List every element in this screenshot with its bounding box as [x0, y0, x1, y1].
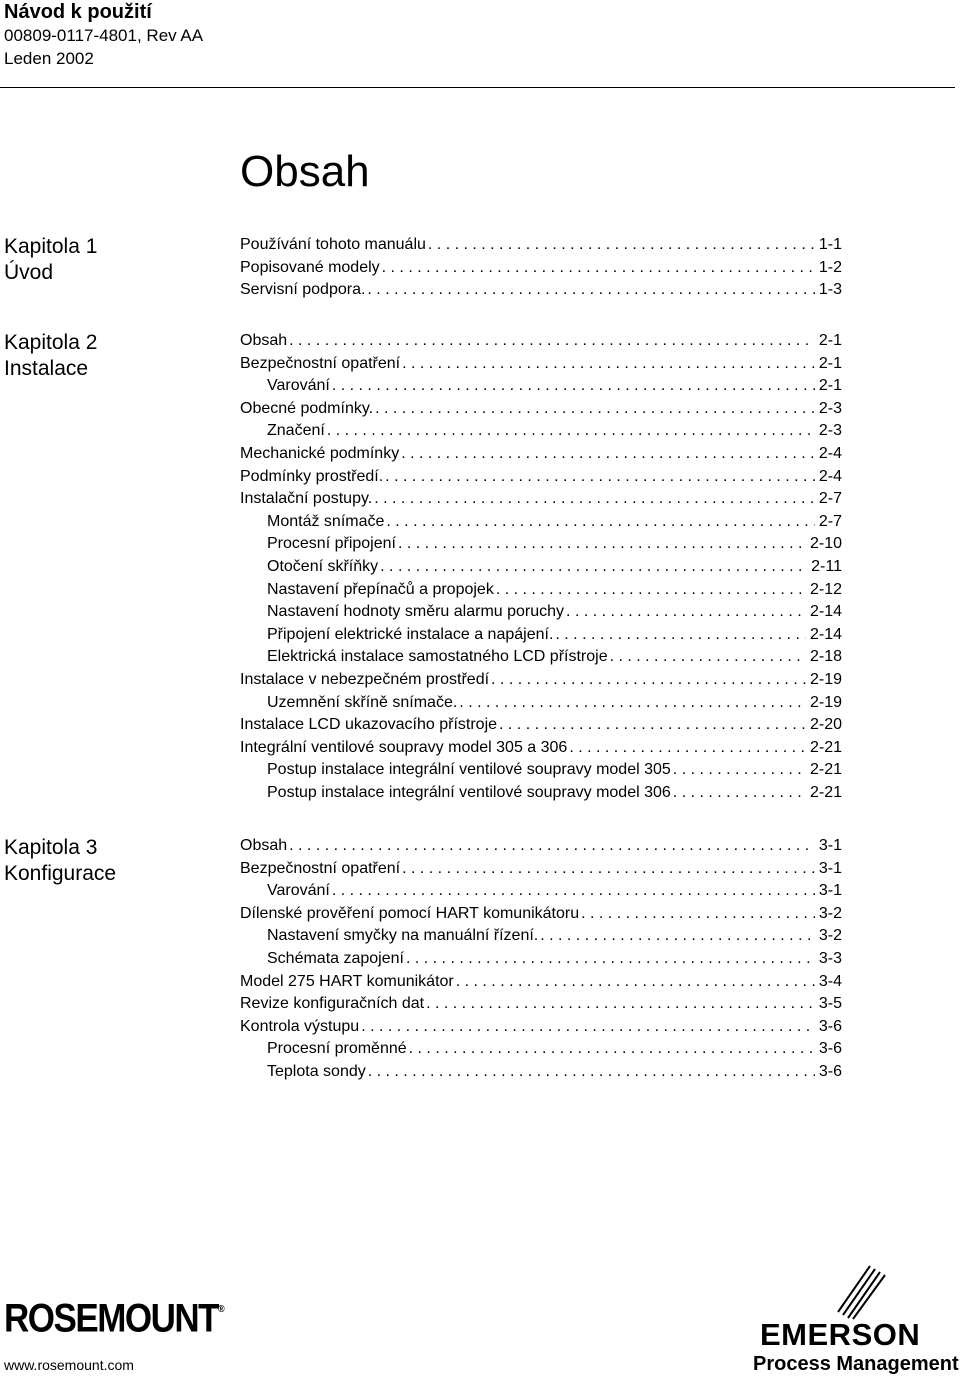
dot-leader: [566, 601, 806, 624]
toc-entry-page: 2-7: [818, 490, 842, 508]
toc-entry[interactable]: [240, 993, 842, 1016]
toc-entry-title: Nastavení smyčky na manuální řízení.: [267, 927, 539, 945]
dot-leader: [332, 375, 815, 398]
toc-entry-title: Instalace v nebezpečném prostředí: [240, 670, 490, 688]
chapter-label: [4, 234, 97, 286]
toc-entry-title: Schémata zapojení: [267, 949, 404, 967]
header-divider: [0, 87, 955, 88]
toc-entry[interactable]: [240, 759, 842, 782]
registered-mark: ®: [218, 1302, 225, 1315]
dot-leader: [426, 993, 815, 1016]
toc-entry-page: 2-21: [809, 783, 842, 801]
toc-entry-title: Kontrola výstupu: [240, 1017, 360, 1035]
toc-list: [240, 234, 842, 302]
toc-entry[interactable]: [240, 234, 842, 257]
toc-entry-page: 2-19: [809, 693, 842, 711]
dot-leader: [673, 759, 806, 782]
emerson-tagline: Process Management: [753, 1353, 959, 1375]
dot-leader: [380, 556, 807, 579]
toc-entry[interactable]: [240, 971, 842, 994]
toc-entry-page: 2-3: [818, 399, 842, 417]
toc-entry-title: Značení: [267, 422, 325, 440]
chapter-name: Instalace: [4, 357, 89, 380]
toc-entry-page: 2-1: [818, 332, 842, 349]
toc-entry-title: Elektrická instalace samostatného LCD přístroje: [267, 648, 608, 666]
dot-leader: [569, 737, 806, 760]
toc-entry-page: 2-18: [809, 648, 842, 666]
toc-entry[interactable]: [240, 279, 842, 302]
dot-leader: [456, 971, 815, 994]
dot-leader: [496, 579, 806, 602]
chapter-name: Úvod: [4, 261, 54, 284]
toc-entry-page: 2-10: [809, 535, 842, 553]
dot-leader: [385, 466, 815, 489]
toc-list: [240, 330, 842, 804]
toc-entry-title: Varování: [267, 377, 330, 395]
dot-leader: [406, 948, 815, 971]
dot-leader: [374, 488, 815, 511]
toc-entry-title: Obecné podmínky.: [240, 399, 374, 417]
toc-entry[interactable]: [240, 466, 842, 489]
dot-leader: [555, 624, 806, 647]
toc-entry[interactable]: [240, 1016, 842, 1039]
dot-leader: [398, 533, 806, 556]
toc-entry[interactable]: [240, 880, 842, 903]
toc-entry[interactable]: [240, 1038, 842, 1061]
toc-entry-page: 1-2: [818, 258, 842, 276]
toc-entry-page: 2-11: [811, 557, 842, 575]
chapter-label: [4, 330, 97, 382]
rosemount-logo-text: ROSEMOUNT: [4, 1296, 218, 1341]
dot-leader: [673, 782, 806, 805]
dot-leader: [491, 669, 806, 692]
toc-entry-page: 2-4: [818, 467, 842, 485]
chapter-number: Kapitola 1: [4, 235, 98, 258]
toc-entry[interactable]: [240, 398, 842, 421]
toc-entry-title: Teplota sondy: [267, 1062, 366, 1080]
chapter-name: Konfigurace: [4, 862, 117, 885]
toc-entry-title: Nastavení přepínačů a propojek: [267, 580, 494, 598]
chapter-number: Kapitola 3: [4, 836, 98, 859]
toc-entry-page: 3-1: [818, 837, 842, 854]
toc-entry-page: 3-4: [818, 972, 842, 990]
toc-entry-page: 3-1: [818, 859, 842, 877]
toc-entry-title: Procesní proměnné: [267, 1040, 407, 1058]
dot-leader: [361, 1016, 815, 1039]
emerson-diagonal-mark-icon: [830, 1262, 890, 1320]
toc-entry-page: 2-3: [818, 422, 842, 440]
dot-leader: [386, 511, 814, 534]
toc-entry[interactable]: [240, 533, 842, 556]
document-title: Návod k použití: [4, 1, 152, 23]
dot-leader: [375, 398, 815, 421]
toc-entry-page: 2-14: [809, 603, 842, 621]
toc-entry-title: Obsah: [240, 332, 288, 349]
chapter-label: [4, 835, 116, 887]
emerson-logo-text: EMERSON: [760, 1317, 921, 1352]
dot-leader: [581, 903, 815, 926]
toc-entry[interactable]: [240, 330, 842, 353]
dot-leader: [401, 443, 815, 466]
toc-entry[interactable]: [240, 948, 842, 971]
toc-entry-page: 2-1: [818, 354, 842, 372]
document-number: 00809-0117-4801, Rev AA: [4, 26, 204, 45]
toc-entry-page: 3-2: [818, 927, 842, 945]
toc-entry-page: 2-7: [818, 512, 842, 530]
dot-leader: [367, 279, 814, 302]
toc-entry-title: Popisované modely: [240, 258, 380, 276]
toc-entry-page: 3-5: [818, 995, 842, 1013]
toc-entry-page: 2-19: [809, 670, 842, 688]
toc-entry[interactable]: [240, 669, 842, 692]
toc-entry[interactable]: [240, 556, 842, 579]
toc-entry-page: 3-1: [818, 882, 842, 900]
toc-entry[interactable]: [240, 737, 842, 760]
toc-entry-title: Bezpečnostní opatření: [240, 354, 401, 372]
toc-entry-title: Otočení skříňky: [267, 557, 379, 575]
toc-entry[interactable]: [240, 903, 842, 926]
toc-entry[interactable]: [240, 782, 842, 805]
toc-entry-title: Obsah: [240, 837, 288, 854]
toc-entry-page: 1-1: [818, 236, 842, 253]
toc-entry-title: Postup instalace integrální ventilové soupravy model 305: [267, 761, 671, 779]
document-header: [4, 0, 203, 70]
dot-leader: [402, 353, 815, 376]
dot-leader: [428, 234, 815, 257]
toc-list: [240, 835, 842, 1084]
toc-entry[interactable]: [240, 443, 842, 466]
toc-entry[interactable]: [240, 835, 842, 858]
toc-entry-title: Postup instalace integrální ventilové soupravy model 306: [267, 783, 671, 801]
dot-leader: [459, 692, 806, 715]
toc-entry-page: 3-6: [818, 1017, 842, 1035]
rosemount-url[interactable]: www.rosemount.com: [4, 1357, 134, 1373]
toc-entry-page: 3-3: [818, 949, 842, 967]
toc-entry[interactable]: [240, 511, 842, 534]
toc-entry[interactable]: [240, 375, 842, 398]
toc-entry-page: 2-1: [818, 377, 842, 395]
toc-entry-title: Revize konfiguračních dat: [240, 995, 425, 1013]
dot-leader: [409, 1038, 815, 1061]
toc-entry-page: 2-21: [809, 761, 842, 779]
toc-entry[interactable]: [240, 925, 842, 948]
toc-entry[interactable]: [240, 692, 842, 715]
dot-leader: [368, 1061, 815, 1084]
toc-entry[interactable]: [240, 646, 842, 669]
toc-entry-title: Podmínky prostředí.: [240, 467, 384, 485]
dot-leader: [402, 858, 815, 881]
toc-entry-title: Integrální ventilové soupravy model 305 a 306: [240, 738, 568, 756]
dot-leader: [610, 646, 806, 669]
toc-entry-page: 2-21: [809, 738, 842, 756]
toc-entry-page: 3-6: [818, 1040, 842, 1058]
toc-entry-title: Procesní připojení: [267, 535, 396, 553]
toc-entry-page: 2-12: [809, 580, 842, 598]
toc-entry-title: Varování: [267, 882, 330, 900]
toc-entry[interactable]: [240, 488, 842, 511]
dot-leader: [382, 257, 815, 280]
toc-entry[interactable]: [240, 420, 842, 443]
dot-leader: [289, 835, 815, 858]
toc-entry-page: 1-3: [818, 281, 842, 299]
toc-entry-title: Uzemnění skříně snímače.: [267, 693, 458, 711]
toc-entry-title: Nastavení hodnoty směru alarmu poruchy: [267, 603, 565, 621]
toc-entry[interactable]: [240, 858, 842, 881]
dot-leader: [289, 330, 815, 353]
toc-entry[interactable]: [240, 624, 842, 647]
toc-entry-title: Připojení elektrické instalace a napájení.: [267, 625, 554, 643]
toc-entry-title: Model 275 HART komunikátor: [240, 972, 454, 990]
toc-entry[interactable]: [240, 1061, 842, 1084]
toc-entry-title: Instalace LCD ukazovacího přístroje: [240, 716, 498, 734]
toc-entry-title: Bezpečnostní opatření: [240, 859, 401, 877]
toc-entry[interactable]: [240, 714, 842, 737]
dot-leader: [332, 880, 815, 903]
toc-entry-title: Montáž snímače: [267, 512, 385, 530]
toc-entry-title: Instalační postupy.: [240, 490, 373, 508]
toc-entry-page: 3-2: [818, 904, 842, 922]
toc-entry-page: 3-6: [818, 1062, 842, 1080]
rosemount-logo: [4, 1296, 225, 1342]
dot-leader: [499, 714, 806, 737]
dot-leader: [540, 925, 815, 948]
toc-entry-page: 2-20: [809, 716, 842, 734]
dot-leader: [327, 420, 815, 443]
toc-entry-title: Používání tohoto manuálu: [240, 236, 426, 253]
toc-entry-title: Dílenské prověření pomocí HART komunikátoru: [240, 904, 580, 922]
toc-entry[interactable]: [240, 257, 842, 280]
chapter-number: Kapitola 2: [4, 331, 98, 354]
toc-entry-page: 2-4: [818, 444, 842, 462]
toc-entry[interactable]: [240, 601, 842, 624]
toc-entry-page: 2-14: [809, 625, 842, 643]
toc-entry-title: Mechanické podmínky: [240, 444, 400, 462]
toc-entry-title: Servisní podpora.: [240, 281, 366, 299]
document-date: Leden 2002: [4, 49, 94, 68]
toc-entry[interactable]: [240, 579, 842, 602]
toc-entry[interactable]: [240, 353, 842, 376]
page-title: Obsah: [240, 147, 370, 196]
